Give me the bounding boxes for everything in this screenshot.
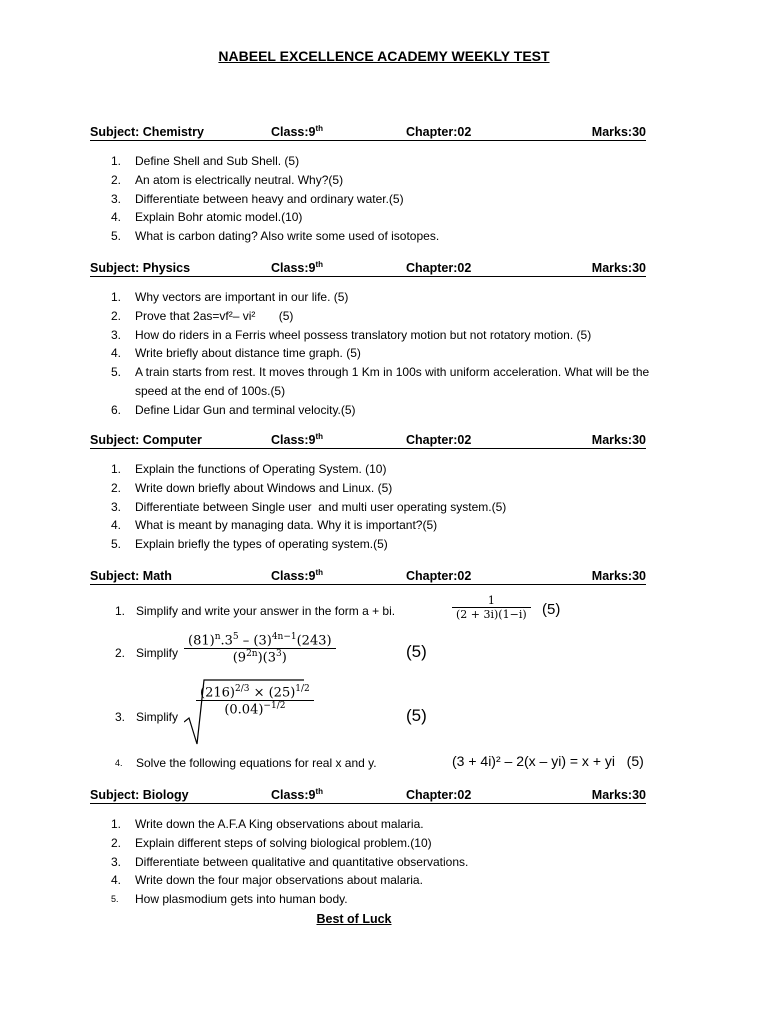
list-item: 3. How do riders in a Ferris wheel possess translatory motion but not rotatory motion. (5) <box>111 327 592 342</box>
chapter-label: Chapter:02 <box>406 125 472 139</box>
fraction-expression: $\frac{(81)^n.3^5 - (3)^{4n-1}(243)}{(9^{2n})(3^3)}$ <box>184 632 336 666</box>
list-item: 2. Explain different steps of solving biological problem.(10) <box>111 835 432 850</box>
class-label: Class:9th <box>271 786 324 802</box>
list-item: 2. An atom is electrically neutral. Why?(5) <box>111 172 344 187</box>
question-text: Simplify <box>136 646 179 660</box>
list-item: 1. Write down the A.F.A King observations about malaria. <box>111 817 424 831</box>
question-number: 1. <box>115 604 126 618</box>
section-header-biology <box>90 785 646 804</box>
subject-label: Subject: Biology <box>90 788 189 802</box>
question-marks: (5) <box>542 601 561 618</box>
chapter-label: Chapter:02 <box>406 569 472 583</box>
class-label: Class:9th <box>271 259 324 275</box>
subject-label: Subject: Physics <box>90 261 191 275</box>
question-number: 4. <box>115 758 123 768</box>
list-item: 1. Define Shell and Sub Shell. (5) <box>111 154 300 168</box>
subject-label: Subject: Math <box>90 569 172 583</box>
chapter-label: Chapter:02 <box>406 261 472 275</box>
footer-text: Best of Luck <box>316 912 392 926</box>
list-item: 6. Define Lidar Gun and terminal velocity.(5) <box>111 402 356 417</box>
list-item: 3. Differentiate between qualitative and quantitative observations. <box>111 854 469 869</box>
list-item: 2. Write down briefly about Windows and Linux. (5) <box>111 480 393 495</box>
chapter-label: Chapter:02 <box>406 788 472 802</box>
class-label: Class:9th <box>271 123 324 139</box>
chemistry-questions <box>0 152 768 246</box>
marks-label: Marks:30 <box>591 261 646 275</box>
question-text: Simplify <box>136 710 179 724</box>
marks-label: Marks:30 <box>591 433 646 447</box>
list-item: 2. Prove that 2as=vf²– vi² (5) <box>111 308 294 323</box>
list-item: 1. Why vectors are important in our life. (5) <box>111 290 349 304</box>
question-text: Simplify and write your answer in the form a + bi. <box>136 604 396 618</box>
computer-questions <box>0 460 768 554</box>
physics-questions <box>0 288 768 420</box>
question-number: 2. <box>115 646 126 660</box>
section-header-chemistry <box>90 122 646 141</box>
section-header-math <box>90 566 646 585</box>
list-item: 5. What is carbon dating? Also write some used of isotopes. <box>111 229 440 244</box>
list-item: 5. Explain briefly the types of operating system.(5) <box>111 537 388 552</box>
marks-label: Marks:30 <box>591 788 646 802</box>
list-item: 5. How plasmodium gets into human body. <box>111 892 348 907</box>
fraction-expression: $\frac{1}{(2 + 3i)(1-i)}$ <box>452 594 531 621</box>
class-label: Class:9th <box>271 567 324 583</box>
list-item: 4. Explain Bohr atomic model.(10) <box>111 210 303 225</box>
section-header-physics <box>90 258 646 277</box>
question-marks: (5) <box>406 706 427 725</box>
list-item: 3. Differentiate between Single user and multi user operating system.(5) <box>111 499 507 514</box>
marks-label: Marks:30 <box>591 569 646 583</box>
question-number: 3. <box>115 710 126 724</box>
biology-questions <box>0 815 768 909</box>
chapter-label: Chapter:02 <box>406 433 472 447</box>
class-label: Class:9th <box>271 431 324 447</box>
list-item: 3. Differentiate between heavy and ordinary water.(5) <box>111 191 404 206</box>
list-item: 1. Explain the functions of Operating System. (10) <box>111 462 387 476</box>
test-title: NABEEL EXCELLENCE ACADEMY WEEKLY TEST <box>218 48 550 64</box>
question-marks: (5) <box>406 642 427 661</box>
subject-label: Subject: Computer <box>90 433 202 447</box>
list-item: 4. Write down the four major observations about malaria. <box>111 873 423 888</box>
list-item: 4. What is meant by managing data. Why it is important?(5) <box>111 518 438 533</box>
list-item: 5. A train starts from rest. It moves through 1 Km in 100s with uniform acceleration. What will be the speed at the end of 100s.(5) <box>111 365 650 398</box>
fraction-expression: $\frac{(216)^{2/3} \times (25)^{1/2}}{(0.04)^{-1/2}}$ <box>196 684 314 718</box>
marks-label: Marks:30 <box>591 125 646 139</box>
question-text: Solve the following equations for real x and y. <box>136 756 377 770</box>
section-header-computer <box>90 430 646 449</box>
subject-label: Subject: Chemistry <box>90 125 204 139</box>
list-item: 4. Write briefly about distance time graph. (5) <box>111 346 361 361</box>
equation-text: (3 + 4i)² – 2(x – yi) = x + yi (5) <box>452 753 644 769</box>
